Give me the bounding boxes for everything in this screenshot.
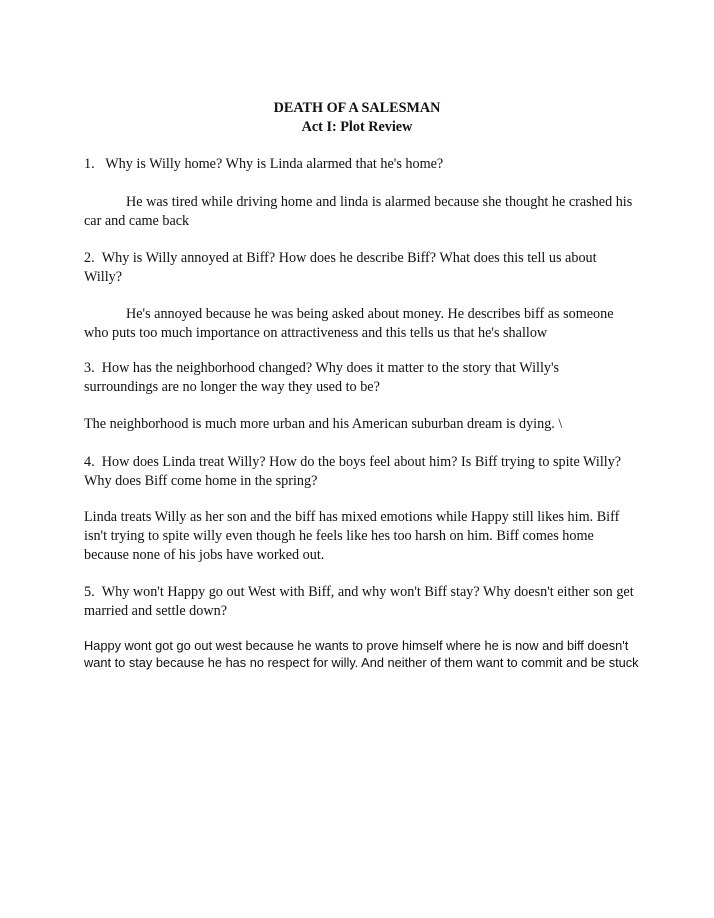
answer-5: Happy wont got go out west because he wants to prove himself where he is now and biff doesn't want to stay because he has no respect for willy. And neither of them want to commit and be stuck	[84, 638, 639, 670]
question-3-number: 3.	[84, 360, 95, 376]
question-2-text: Why is Willy annoyed at Biff? How does he describe Biff? What does this tell us about Willy?	[84, 250, 597, 285]
question-5-number: 5.	[84, 584, 95, 600]
answer-3: The neighborhood is much more urban and his American suburban dream is dying. \	[84, 416, 563, 432]
answer-2: He's annoyed because he was being asked about money. He describes biff as someone who puts too much importance on attractiveness and this tells us that he's shallow	[84, 306, 614, 341]
question-4-text: How does Linda treat Willy? How do the boys feel about him? Is Biff trying to spite Willy? Why does Biff come home in the spring?	[84, 454, 622, 489]
question-4-number: 4.	[84, 454, 95, 470]
answer-4: Linda treats Willy as her son and the biff has mixed emotions while Happy still likes him. Biff isn't trying to spite willy even though he feels like hes too harsh on him. Biff comes home because none of his jobs have worked out.	[84, 509, 620, 563]
question-2-number: 2.	[84, 250, 95, 266]
question-4	[84, 453, 636, 491]
document-subtitle: Act I: Plot Review	[301, 119, 413, 135]
answer-1: He was tired while driving home and linda is alarmed because she thought he crashed his car and came back	[84, 194, 633, 229]
question-3	[84, 359, 636, 397]
question-1-text: Why is Willy home? Why is Linda alarmed that he's home?	[105, 156, 444, 172]
question-1-number: 1.	[84, 156, 95, 172]
question-1	[84, 155, 636, 174]
question-2	[84, 249, 636, 287]
question-3-text: How has the neighborhood changed? Why does it matter to the story that Willy's surroundings are no longer the way they used to be?	[84, 360, 560, 395]
document-title: DEATH OF A SALESMAN	[273, 100, 441, 116]
question-5-text: Why won't Happy go out West with Biff, and why won't Biff stay? Why doesn't either son get married and settle down?	[84, 584, 634, 619]
question-5	[84, 583, 636, 621]
